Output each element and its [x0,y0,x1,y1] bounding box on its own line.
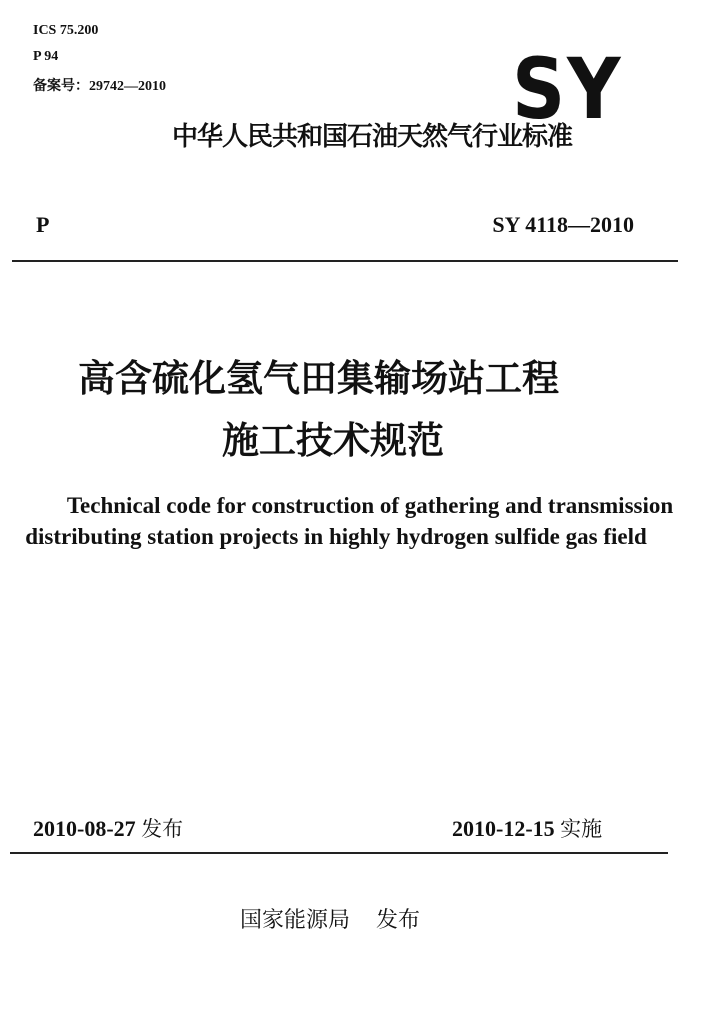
title-cn-line1: 高含硫化氢气田集输场站工程 [78,357,559,400]
issue-date: 2010-08-27 [33,816,136,841]
publisher-name: 国家能源局 [240,908,351,933]
top-divider [12,260,678,262]
title-en-line2: distributing station projects in highly hydrogen sulfide gas field [25,524,647,549]
record-number: 备案号：29742—2010 [33,79,166,94]
publisher-action: 发布 [376,908,421,933]
publisher-line [240,906,420,936]
title-cn-line2: 施工技术规范 [222,419,444,462]
category-code: P [36,212,50,237]
sy-logo: SY [512,40,623,138]
implement-date-block [452,815,602,843]
issue-label: 发布 [141,817,184,841]
ics-code: ICS 75.200 [33,23,99,38]
bottom-divider [10,852,668,854]
implement-date: 2010-12-15 [452,816,555,841]
issue-date-block [33,815,183,843]
implement-label: 实施 [560,817,603,841]
standard-number: SY 4118—2010 [492,212,634,237]
standard-organization: 中华人民共和国石油天然气行业标准 [172,122,573,152]
title-en-line1: Technical code for construction of gathering and transmission [66,493,674,518]
classification-code: P 94 [33,49,59,64]
